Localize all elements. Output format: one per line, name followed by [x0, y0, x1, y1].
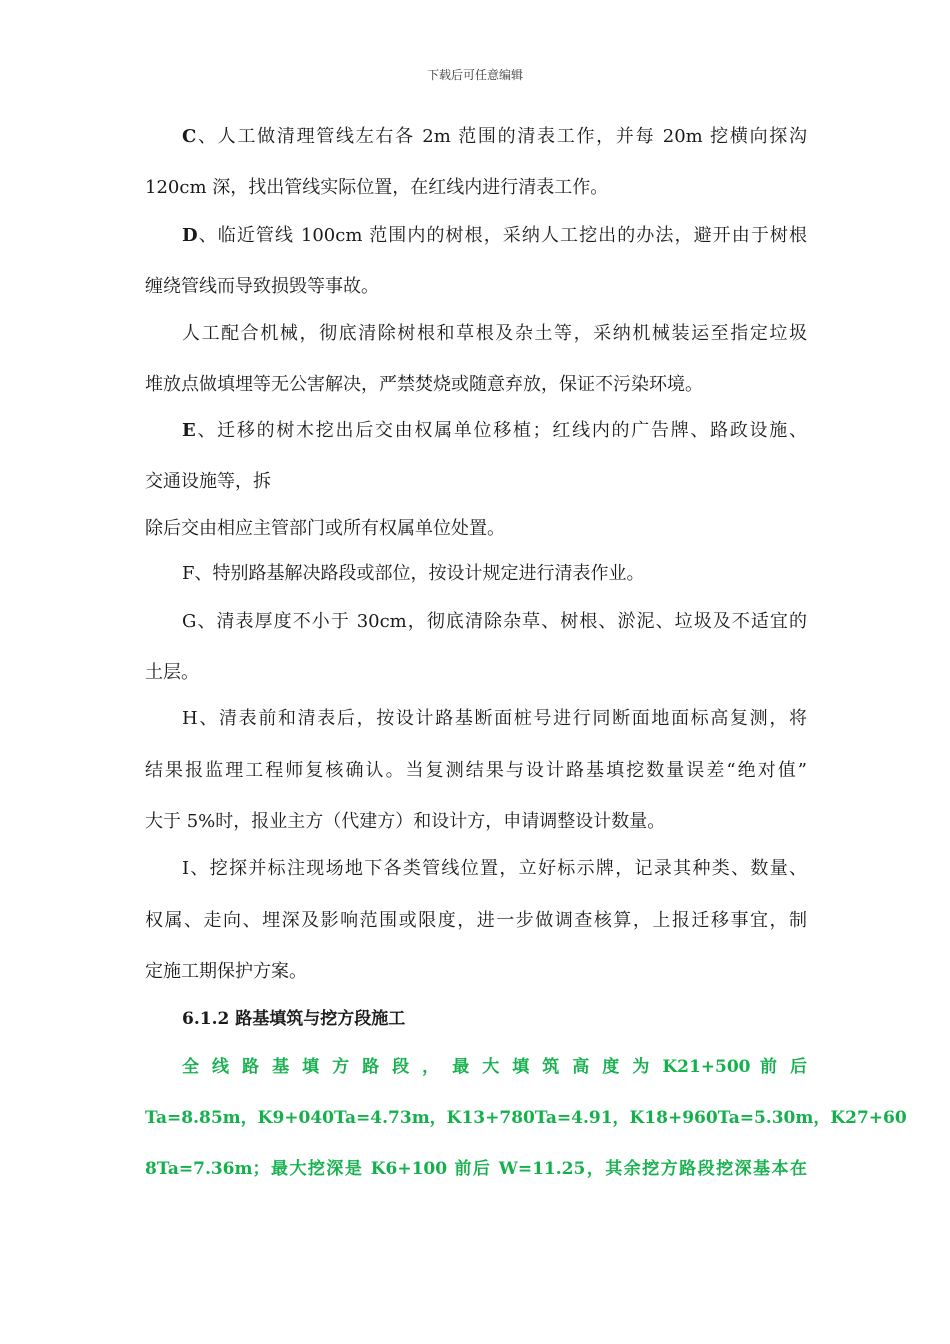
section-heading: 6.1.2 路基填筑与挖方段施工 — [182, 1009, 406, 1029]
paragraph-f-line1: F、特别路基解决路段或部位，按设计规定进行清表作业。 — [182, 563, 645, 584]
paragraph-d-line2: 缠绕管线而导致损毁等事故。 — [145, 276, 379, 297]
green-text-line2: Ta=8.85m，K9+040Ta=4.73m，K13+780Ta=4.91，K18+960Ta=5.30m，K27+60 — [145, 1108, 907, 1128]
paragraph-c-line2: 120cm 深，找出管线实际位置，在红线内进行清表工作。 — [145, 177, 609, 198]
paragraph-g-line1: G、清表厚度不小于 30cm，彻底清除杂草、树根、淤泥、垃圾及不适宜的 — [182, 611, 807, 632]
paragraph-e-line3: 除后交由相应主管部门或所有权属单位处置。 — [145, 518, 505, 539]
item-label-e: E — [182, 420, 196, 441]
paragraph-h-line2: 结果报监理工程师复核确认。当复测结果与设计路基填挖数量误差“绝对值” — [145, 760, 807, 781]
paragraph-e-line1 — [182, 418, 807, 444]
paragraph-e-line2: 交通设施等，拆 — [145, 471, 271, 492]
paragraph-d-line1 — [182, 223, 807, 249]
paragraph-m-line1: 人工配合机械，彻底清除树根和草根及杂土等，采纳机械装运至指定垃圾 — [182, 323, 807, 344]
paragraph-i-line3: 定施工期保护方案。 — [145, 961, 307, 982]
paragraph-c-line1 — [182, 124, 807, 150]
paragraph-i-line2: 权属、走向、埋深及影响范围或限度，进一步做调查核算，上报迁移事宜，制 — [145, 910, 807, 931]
paragraph-i-line1: I、挖探并标注现场地下各类管线位置，立好标示牌，记录其种类、数量、 — [182, 858, 807, 879]
paragraph-g-line2: 土层。 — [145, 662, 199, 683]
paragraph-e-text: 、迁移的树木挖出后交由权属单位移植；红线内的广告牌、路政设施、 — [195, 420, 807, 441]
paragraph-d-text: 、临近管线 100cm 范围内的树根，采纳人工挖出的办法，避开由于树根 — [197, 225, 807, 246]
paragraph-m-line2: 堆放点做填埋等无公害解决，严禁焚烧或随意弃放，保证不污染环境。 — [145, 374, 703, 395]
paragraph-h-line3: 大于 5%时，报业主方（代建方）和设计方，申请调整设计数量。 — [145, 811, 666, 832]
paragraph-c-text: 、人工做清理管线左右各 2m 范围的清表工作，并每 20m 挖横向探沟 — [196, 126, 807, 147]
item-label-c: C — [182, 126, 197, 147]
page-header: 下载后可任意编辑 — [426, 68, 523, 82]
item-label-d: D — [182, 225, 198, 246]
green-text-line3: 8Ta=7.36m；最大挖深是 K6+100 前后 W=11.25，其余挖方路段挖深基本在 — [145, 1159, 807, 1179]
paragraph-h-line1: H、清表前和清表后，按设计路基断面桩号进行同断面地面标高复测，将 — [182, 708, 807, 729]
green-text-line1: 全 线 路 基 填 方 路 段 ， 最 大 填 筑 高 度 为 K21+500 前 后 — [182, 1057, 807, 1077]
